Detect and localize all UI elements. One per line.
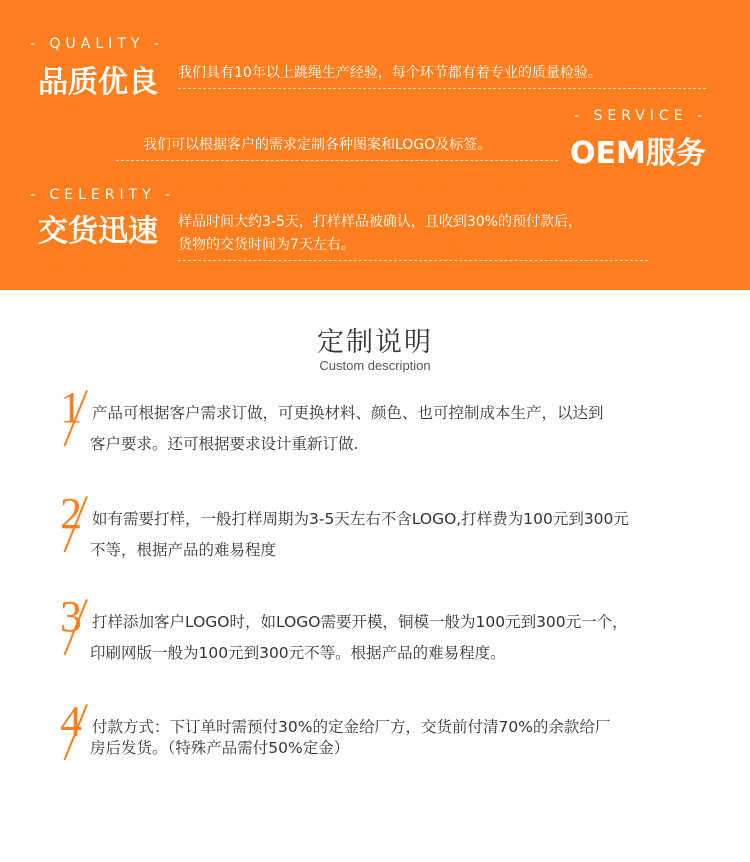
item-1-line2: 客户要求。还可根据要求设计重新订做.	[90, 435, 359, 453]
item-1-line1: 产品可根据客户需求订做，可更换材料、颜色、也可控制成本生产，以达到	[92, 404, 604, 422]
service-title: OEM服务	[570, 136, 706, 171]
feature-banner	[0, 0, 750, 290]
service-desc: 我们可以根据客户的需求定制各种图案和LOGO及标签。	[143, 137, 492, 153]
quality-tag: - QUALITY -	[30, 36, 164, 52]
item-number-4: 4	[60, 697, 82, 746]
section-subtitle: Custom description	[319, 358, 431, 373]
item-4-line2: 房后发货。（特殊产品需付50%定金）	[90, 739, 350, 757]
item-2-line2: 不等，根据产品的难易程度	[90, 541, 277, 559]
quality-title: 品质优良	[38, 65, 158, 100]
celerity-tag: - CELERITY -	[30, 187, 176, 203]
item-3-line2: 印刷网版一般为100元到300元不等。根据产品的难易程度。	[90, 644, 506, 662]
item-number-2: 2	[60, 489, 82, 538]
quality-divider	[178, 88, 706, 89]
celerity-desc-line1: 样品时间大约3-5天，打样样品被确认，且收到30%的预付款后，	[178, 214, 582, 230]
item-3-line1: 打样添加客户LOGO时，如LOGO需要开模，铜模一般为100元到300元一个，	[92, 613, 628, 631]
celerity-title: 交货迅速	[38, 214, 158, 249]
item-4-line1: 付款方式：下订单时需预付30%的定金给厂方，交货前付清70%的余款给厂	[92, 718, 611, 736]
quality-desc: 我们具有10年以上跳绳生产经验，每个环节都有着专业的质量检验。	[178, 65, 602, 81]
item-2-line1: 如有需要打样，一般打样周期为3-5天左右不含LOGO,打样费为100元到300元	[92, 510, 629, 528]
item-number-1: 1	[60, 383, 82, 432]
celerity-divider	[178, 260, 648, 261]
item-number-3: 3	[60, 592, 82, 641]
celerity-desc-line2: 货物的交货时间为7天左右。	[178, 237, 355, 253]
service-tag: - SERVICE -	[574, 108, 708, 124]
section-title: 定制说明	[317, 327, 433, 358]
service-divider	[116, 160, 558, 161]
